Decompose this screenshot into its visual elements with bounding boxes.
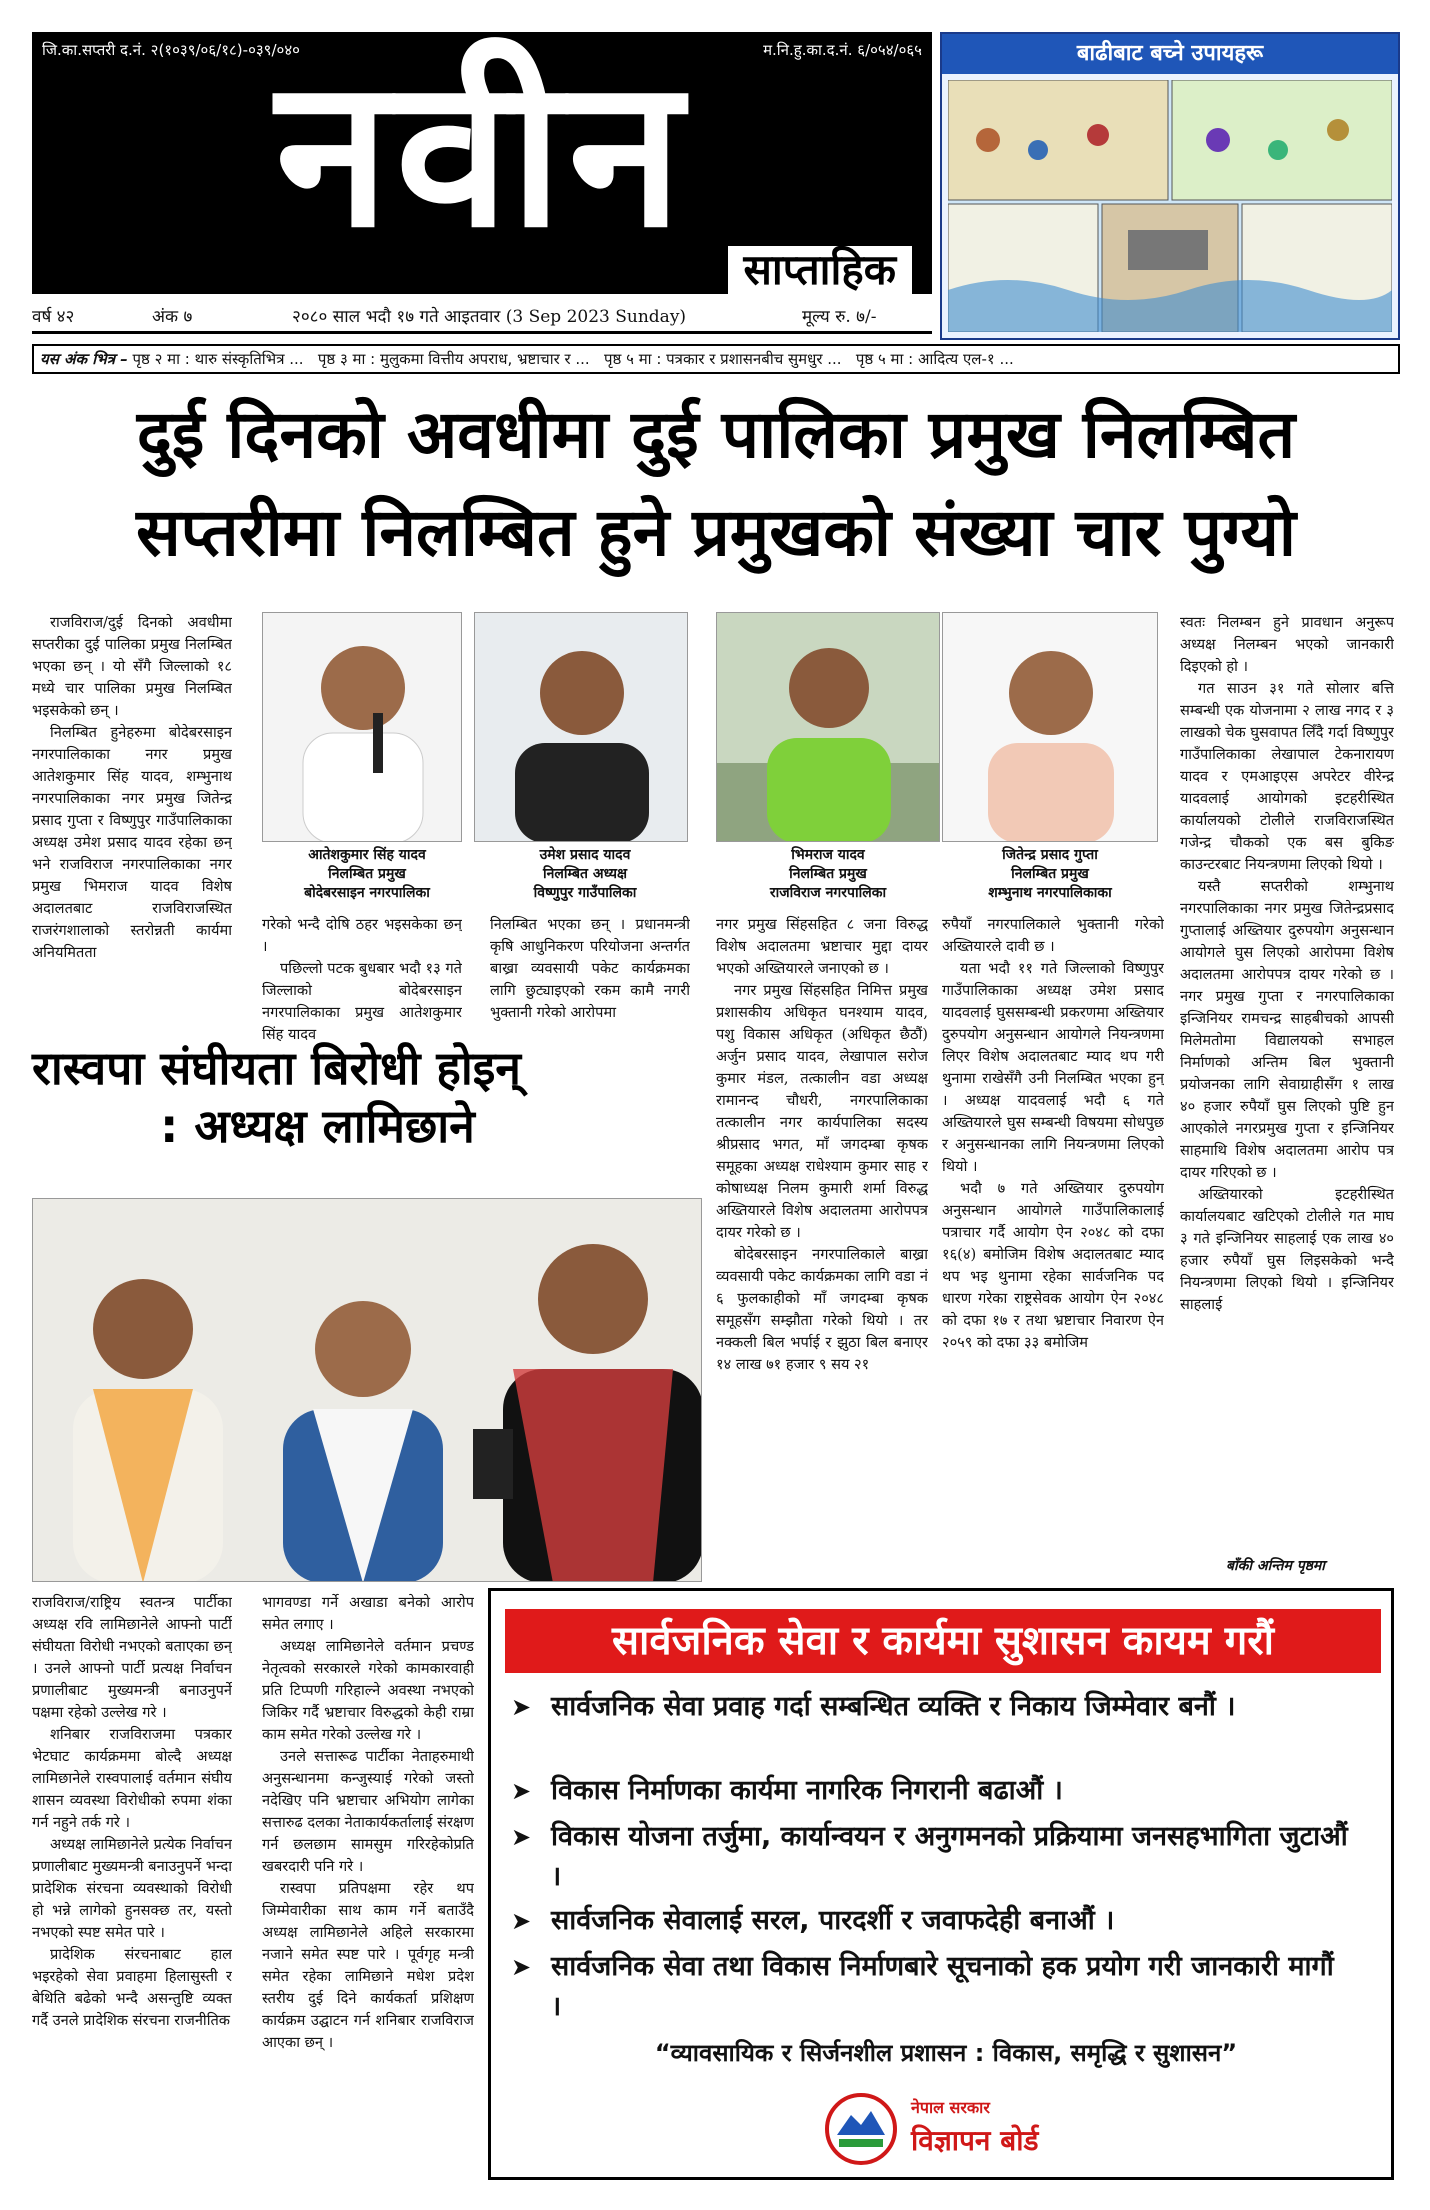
paragraph: राजविराज/राष्ट्रिय स्वतन्त्र पार्टीका अध्यक्ष रवि लामिछानेले आफ्नो पार्टी संघीयता विरोधी नभएको बताएका छन् । उनले आफ्नो पार्टी प्रत्यक्ष निर्वाचन प्रणालीबाट मुख्यमन्त्री बनाउनुपर्ने पक्षमा रहेको उल्लेख गरे । (32, 1594, 232, 1721)
lead-article-column-6 (1180, 612, 1394, 1558)
date-strip (32, 298, 932, 334)
lead-article-column-5 (942, 914, 1164, 1574)
index-label: यस अंक भित्र – (40, 350, 128, 368)
price: मूल्य रु. ७/- (802, 307, 877, 327)
paragraph: गरेको भन्दै दोषि ठहर भइसकेका छन् । (262, 916, 462, 955)
paragraph: निलम्बित हुनेहरुमा बोदेबरसाइन नगरपालिकाका नगर प्रमुख आतेशकुमार सिंह यादव, शम्भुनाथ नगरपालिकाका नगर प्रमुख जितेन्द्र प्रसाद गुप्ता र विष्णुपुर गाउँपालिकाका अध्यक्ष उमेश प्रसाद यादव रहेका छन् भने राजविराज नगरपालिकाका नगर प्रमुख भिमराज यादव विशेष अदालतबाट राजविराजस्थित राजरंगशालाको स्तरोन्नती कार्यमा अनियमितता (32, 724, 232, 961)
newspaper-title: नवीन (275, 35, 689, 273)
caption-role: निलम्बित प्रमुख (1011, 866, 1089, 882)
ad-point-text: विकास योजना तर्जुमा, कार्यान्वयन र अनुगमनको प्रक्रियामा जनसहभागिता जुटाऔं । (551, 1821, 1348, 1892)
government-label: नेपाल सरकार (911, 2098, 990, 2117)
press-meet-photo (32, 1198, 702, 1582)
ad-point (511, 1817, 1371, 1897)
paragraph: पछिल्लो पटक बुधबार भदौ १३ गते जिल्लाको बोदेबरसाइन नगरपालिकाका प्रमुख आतेशकुमार सिंह यादव (262, 960, 462, 1043)
lead-article-column-2 (262, 914, 462, 1044)
index-item[interactable]: पृष्ठ २ मा : थारु संस्कृतिभित्र ... (132, 350, 304, 368)
lead-article-column-3 (490, 914, 690, 1044)
sub-headline: सप्तरीमा निलम्बित हुने प्रमुखको संख्या चार पुग्यो (136, 494, 1296, 571)
flood-safety-ad (940, 32, 1400, 340)
caption-role: निलम्बित अध्यक्ष (542, 866, 628, 882)
portrait-photo-1 (262, 612, 462, 842)
paragraph: रास्वपा प्रतिपक्षमा रहेर थप जिम्मेवारीका साथ काम गर्ने बताउँदै अध्यक्ष लामिछानेले अहिले सरकारमा नजाने समेत स्पष्ट पारे । पूर्वगृह मन्त्री समेत रहेका लामिछाने मधेश प्रदेश स्तरीय दुई दिने कार्यकर्ता प्रशिक्षण कार्यक्रम उद्घाटन गर्न शनिबार राजविराज आएका छन् । (262, 1880, 474, 2051)
second-article-column-1 (32, 1592, 232, 2178)
index-item[interactable]: पृष्ठ ५ मा : आदित्य एल-१ ... (855, 350, 1014, 368)
portrait-photo-4 (942, 612, 1158, 842)
index-item[interactable]: पृष्ठ ३ मा : मुलुकमा वित्तीय अपराध, भ्रष्टाचार र ... (317, 350, 590, 368)
arrow-icon: ➤ (511, 1953, 532, 1981)
paragraph: भदौ ७ गते अख्तियार दुरुपयोग अनुसन्धान आयोगले गाउँपालिकालाई पत्राचार गर्दै आयोग ऐन २०४८ को दफा १६(४) बमोजिम विशेष अदालतबाट म्याद थप भइ थुनामा रहेका सार्वजनिक पद धारण गरेका राष्ट्रसेवक आयोग ऐन २०४८ को दफा १७ र तथा भ्रष्टाचार निवारण ऐन २०५९ को दफा ३३ बमोजिम (942, 1180, 1164, 1351)
governance-ad-title: सार्वजनिक सेवा र कार्यमा सुशासन कायम गरौं (505, 1609, 1381, 1673)
paragraph: रुपैयाँ नगरपालिकाले भुक्तानी गरेको अख्तियारले दावी छ । (942, 916, 1164, 955)
lead-article-column-4 (716, 914, 928, 1574)
issue-number: अंक ७ (152, 307, 193, 327)
caption-name: उमेश प्रसाद यादव (539, 847, 631, 863)
caption-org: विष्णुपुर गाउँपालिका (533, 885, 637, 901)
ad-point-text: सार्वजनिक सेवा तथा विकास निर्माणबारे सूचनाको हक प्रयोग गरी जानकारी मागौं । (551, 1951, 1334, 2022)
arrow-icon: ➤ (511, 1693, 532, 1721)
arrow-icon: ➤ (511, 1823, 532, 1851)
paragraph: अख्तियारको इटहरीस्थित कार्यालयबाट खटिएको टोलीले गत माघ ३ गते इन्जिनियर साहलाई एक लाख ४० हजार रुपैयाँ घुस लिइसकेको भन्दै नियन्त्रणमा लिएको थियो । इन्जिनियर साहलाई (1180, 1186, 1394, 1313)
arrow-icon: ➤ (511, 1907, 532, 1935)
caption-name: जितेन्द्र प्रसाद गुप्ता (1002, 847, 1098, 863)
paragraph: बोदेबरसाइन नगरपालिकाले बाख्रा व्यवसायी पकेट कार्यक्रमका लागि वडा नं ६ फुलकाहीको माँ जगदम्बा कृषक समूहसँग सम्झौता गरेको थियो । तर नक्कली बिल भर्पाई र झुठा बिल बनाएर १४ लाख ७१ हजार ९ सय २१ (716, 1246, 928, 1373)
caption-name: आतेशकुमार सिंह यादव (308, 847, 426, 863)
paragraph: यता भदौ ११ गते जिल्लाको विष्णुपुर गाउँपालिकाका अध्यक्ष उमेश प्रसाद यादवलाई घुससम्बन्धी प्रकरणमा अख्तियार दुरुपयोग अनुसन्धान आयोगले नियन्त्रणमा लिएर विशेष अदालतबाट म्याद थप गरी थुनामा राखेसँगै उनी निलम्बित भएका हुन् । अध्यक्ष यादवलाई भदौ ६ गते अख्तियारले घुस सम्बन्धी विषयमा सोधपुछ र अनुसन्धानका लागि नियन्त्रणमा लिएको थियो । (942, 960, 1164, 1175)
caption-org: बोदेबरसाइन नगरपालिका (304, 885, 430, 901)
ad-point (511, 1771, 1371, 1815)
ad-point-text: सार्वजनिक सेवा प्रवाह गर्दा सम्बन्धित व्यक्ति र निकाय जिम्मेवार बनौं । (551, 1691, 1236, 1722)
registration-number-left: जि.का.सप्तरी द.नं. २(१०३९/०६/१८)-०३९/०४० (42, 41, 300, 59)
governance-slogan: “व्यावसायिक र सिर्जनशील प्रशासन : विकास, समृद्धि र सुशासन” (654, 2039, 1238, 2067)
ad-point (511, 1947, 1371, 2027)
advertisement-board-label: विज्ञापन बोर्ड (911, 2124, 1039, 2157)
paragraph: नगर प्रमुख सिंहसहित ८ जना विरुद्ध विशेष अदालतमा भ्रष्टाचार मुद्दा दायर भएको अख्तियारले जनाएको छ । (716, 916, 928, 977)
newspaper-subtitle: साप्ताहिक (728, 246, 912, 294)
photo-caption-3 (716, 846, 940, 903)
caption-role: निलम्बित प्रमुख (328, 866, 406, 882)
ad-point (511, 1687, 1371, 1767)
paragraph: उनले सत्तारूढ पार्टीका नेताहरुमाथी अनुसन्धानमा कन्जुस्याई गरेको जस्तो नदेखिए पनि भ्रष्टाचार अभियोग लागेका सत्तारुढ दलका नेताकार्यकर्तालाई संरक्षण गर्न छलछाम सामसुम गरिरहेकोप्रति खबरदारी पनि गरे । (262, 1748, 474, 1875)
portrait-photo-2 (474, 612, 688, 842)
caption-org: शम्भुनाथ नगरपालिकाका (988, 885, 1112, 901)
flood-ad-title: बाढीबाट बच्ने उपायहरू (942, 34, 1398, 74)
lead-article-column-1 (32, 612, 232, 1052)
government-emblem-icon (821, 2091, 901, 2167)
main-headline: दुई दिनको अवधीमा दुई पालिका प्रमुख निलम्बित (136, 396, 1296, 473)
paragraph: गत साउन ३१ गते सोलार बत्ति सम्बन्धी एक योजनामा २ लाख नगद र ३ लाखको चेक घुसवापत लिँदै गर्दा विष्णुपुर गाउँपालिकाका लेखापाल टेकनारायण यादव र एमआइएस अपरेटर वीरेन्द्र यादवलाई आयोगको इटहरीस्थित कार्यालयको टोलीले राजविराजस्थित गजेन्द्र चौकको एक बस बुकिङ काउन्टरबाट नियन्त्रणमा लिएको थियो । (1180, 680, 1394, 873)
continued-on-last-page[interactable]: बाँकी अन्तिम पृष्ठमा (1226, 1558, 1325, 1574)
paragraph: नगर प्रमुख सिंहसहित निमित्त प्रमुख प्रशासकीय अधिकृत घनश्याम यादव, पशु विकास अधिकृत (अधिकृत छैठौं) अर्जुन प्रसाद यादव, लेखापाल सरोज कुमार मंडल, तत्कालीन वडा अध्यक्ष रामानन्द चौधरी, नगरपालिकाका तत्कालीन नगर कार्यपालिका सदस्य श्रीप्रसाद भगत, माँ जगदम्बा कृषक समूहका अध्यक्ष राधेश्याम कुमार साह र कोषाध्यक्ष निलम कुमारी शर्मा विरुद्ध अख्तियारले विशेष अदालतमा आरोपपत्र दायर गरेको छ । (716, 982, 928, 1241)
paragraph: यस्तै सप्तरीको शम्भुनाथ नगरपालिकाका नगर प्रमुख जितेन्द्रप्रसाद गुप्तालाई अख्तियार दुरुपयोग अनुसन्धान आयोगले घुस लिएको आरोपमा विशेष अदालतमा आरोपपत्र दायर गरेको छ । नगर प्रमुख गुप्ता र नगरपालिकाका इन्जिनियर रामचन्द्र साहबीचको आपसी मिलेमतोमा विद्यालयको सभाहल निर्माणको अन्तिम बिल भुक्तानी प्रयोजनका लागि सेवाग्राहीसँग १ लाख ४० हजार रुपैयाँ घुस लिएको पुष्टि हुन आएकोले नगरप्रमुख गुप्ता र इन्जिनियर साहमाथि विशेष अदालतमा आरोप पत्र दायर गरिएको छ । (1180, 878, 1394, 1181)
masthead (32, 32, 932, 294)
second-article-column-2 (262, 1592, 474, 2178)
inside-index-strip (32, 344, 1400, 374)
portrait-photo-3 (716, 612, 940, 842)
publication-date: २०८० साल भदौ १७ गते आइतवार (3 Sep 2023 Sunday) (292, 307, 687, 327)
photo-caption-1 (262, 846, 472, 903)
flood-illustration-image (948, 80, 1392, 332)
ad-point (511, 1901, 1371, 1945)
ad-point-text: सार्वजनिक सेवालाई सरल, पारदर्शी र जवाफदेही बनाऔं । (551, 1905, 1115, 1936)
caption-name: भिमराज यादव (791, 847, 865, 863)
registration-number-right: म.नि.हु.का.द.नं. ६/०५४/०६५ (763, 41, 922, 59)
paragraph: राजविराज/दुई दिनको अवधीमा सप्तरीका दुई पालिका प्रमुख निलम्बित भएका छन् । यो सँगै जिल्लाको १८ मध्ये चार पालिका प्रमुख निलम्बित भइसकेको छन् । (32, 614, 232, 719)
paragraph: अध्यक्ष लामिछानेले वर्तमान प्रचण्ड नेतृत्वको सरकारले गरेको कामकारवाही प्रति टिप्पणी गरिहाल्ने अवस्था नभएको जिकिर गर्दै भ्रष्टाचार विरुद्धको केही राम्रा काम समेत गरेको उल्लेख गरे । (262, 1638, 474, 1743)
good-governance-ad (488, 1588, 1394, 2180)
photo-caption-2 (480, 846, 690, 903)
paragraph: प्रादेशिक संरचनाबाट हाल भइरहेको सेवा प्रवाहमा हिलासुस्ती र बेथिति बढेको भन्दै असन्तुष्टि व्यक्त गर्दै उनले प्रादेशिक संरचना राजनीतिक (32, 1946, 232, 2029)
photo-caption-4 (942, 846, 1158, 903)
caption-role: निलम्बित प्रमुख (789, 866, 867, 882)
paragraph: स्वतः निलम्बन हुने प्रावधान अनुरूप अध्यक्ष निलम्बन भएको जानकारी दिइएको हो । (1180, 614, 1394, 675)
paragraph: निलम्बित भएका छन् । प्रधानमन्त्री कृषि आधुनिकरण परियोजना अन्तर्गत बाख्रा व्यवसायी पकेट कार्यक्रमका लागि छुट्याइएको रकम कामै नगरी भुक्तानी गरेको आरोपमा (490, 916, 690, 1021)
second-article-headline-line2: : अध्यक्ष लामिछाने (160, 1099, 475, 1153)
paragraph: भागवण्डा गर्ने अखाडा बनेको आरोप समेत लगाए । (262, 1594, 474, 1633)
arrow-icon: ➤ (511, 1777, 532, 1805)
paragraph: शनिबार राजविराजमा पत्रकार भेटघाट कार्यक्रममा बोल्दै अध्यक्ष लामिछानेले रास्वपालाई वर्तमान संघीय शासन व्यवस्था विरोधीको रुपमा शंका गर्न नहुने तर्क गरे । (32, 1726, 232, 1831)
second-article-headline: रास्वपा संघीयता बिरोधी होइन् (32, 1041, 521, 1095)
volume-number: वर्ष ४२ (32, 307, 75, 327)
index-item[interactable]: पृष्ठ ५ मा : पत्रकार र प्रशासनबीच सुमधुर ... (604, 350, 842, 368)
paragraph: अध्यक्ष लामिछानेले प्रत्येक निर्वाचन प्रणालीबाट मुख्यमन्त्री बनाउनुपर्ने भन्दा प्रादेशिक संरचना व्यवस्थाको विरोधी हो भन्ने लागेको हुनसक्छ तर, यस्तो नभएको स्पष्ट समेत पारे । (32, 1836, 232, 1941)
ad-point-text: विकास निर्माणका कार्यमा नागरिक निगरानी बढाऔं । (551, 1775, 1063, 1806)
caption-org: राजविराज नगरपालिका (769, 885, 887, 901)
